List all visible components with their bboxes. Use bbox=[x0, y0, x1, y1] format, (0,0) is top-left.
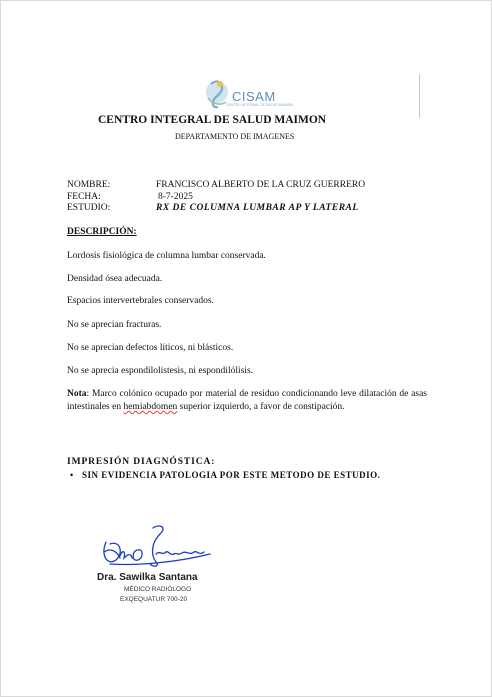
finding-line: Espacios intervertebrales conservados. bbox=[67, 296, 214, 306]
clinic-title: CENTRO INTEGRAL DE SALUD MAIMON bbox=[98, 114, 327, 126]
description-heading: DESCRIPCIÓN: bbox=[67, 227, 137, 237]
signer-role: MÉDICO RADIÓLOGO bbox=[124, 586, 192, 593]
study-label: ESTUDIO: bbox=[67, 203, 111, 213]
bullet-icon: • bbox=[70, 470, 74, 480]
date-value: 8-7-2025 bbox=[158, 192, 193, 202]
finding-line: Lordosis fisiológica de columna lumbar conservada. bbox=[67, 251, 266, 261]
patient-name-row bbox=[67, 180, 365, 190]
name-label: NOMBRE: bbox=[67, 180, 111, 190]
date-label: FECHA: bbox=[67, 192, 101, 202]
finding-line: Densidad ósea adecuada. bbox=[67, 274, 163, 284]
department-name: DEPARTAMENTO DE IMAGENES bbox=[175, 132, 295, 141]
signer-exequatur: EXQEQUATUR 700-20 bbox=[120, 596, 188, 603]
margin-marker-line bbox=[419, 74, 420, 118]
finding-line: No se aprecia espondilolistesis, ni espondilólisis. bbox=[67, 366, 254, 376]
study-row bbox=[67, 203, 359, 213]
finding-line: No se aprecian defectos líticos, ni blásticos. bbox=[67, 343, 234, 353]
logo-text: CISAM bbox=[232, 89, 276, 104]
name-value: FRANCISCO ALBERTO DE LA CRUZ GUERRERO bbox=[156, 180, 366, 190]
finding-line: No se aprecian fracturas. bbox=[67, 320, 162, 330]
impression-text: SIN EVIDENCIA PATOLOGIA POR ESTE METODO DE ESTUDIO. bbox=[82, 470, 381, 480]
signer-name: Dra. Sawilka Santana bbox=[97, 572, 198, 583]
impression-item bbox=[70, 470, 381, 480]
date-row bbox=[67, 192, 193, 202]
note-text-part2: superior izquierdo, a favor de constipación. bbox=[177, 402, 345, 412]
logo-subtext: CENTRO INTEGRAL DE SALUD MAIMON bbox=[226, 103, 293, 107]
note-label: Nota bbox=[67, 389, 87, 399]
note-paragraph bbox=[67, 388, 427, 414]
impression-title: IMPRESIÓN DIAGNÓSTICA: bbox=[67, 457, 216, 467]
note-flagged-word: hemiabdomen bbox=[123, 402, 178, 412]
handwritten-signature bbox=[98, 520, 218, 575]
study-value: RX DE COLUMNA LUMBAR AP Y LATERAL bbox=[156, 203, 359, 213]
note-text-part1: : Marco colónico ocupado por material de residuo condicionando leve dilatación de asas intestinales en bbox=[67, 389, 427, 412]
